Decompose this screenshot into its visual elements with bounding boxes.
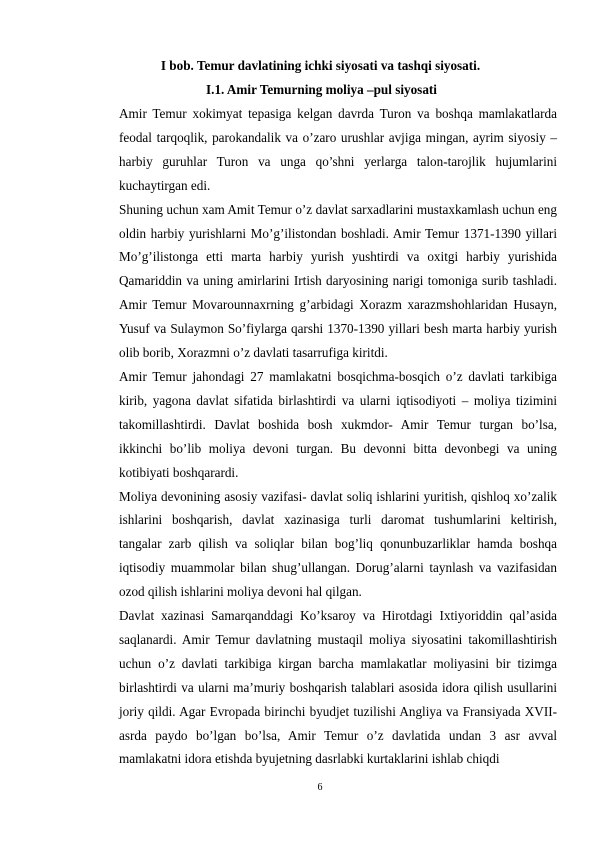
body-text	[119, 102, 557, 771]
chapter-title: I bob. Temur davlatining ichki siyosati va tashqi siyosati.	[160, 58, 481, 73]
section-title: I.1. Amir Temurning moliya –pul siyosati	[206, 82, 437, 97]
paragraph-1: Amir Temur xokimyat tepasiga kelgan davrda Turon va boshqa mamlakatlarda feodal tarqoqlik, parokandalik va o’zaro urushlar avjiga mingan, ayrim siyosiy –harbiy guruhlar Turon va unga qo’shni yerlarga talon-tarojlik hujumlarini kuchaytirgan edi.	[119, 106, 557, 193]
paragraph-3: Amir Temur jahondagi 27 mamlakatni bosqichma-bosqich o’z davlati tarkibiga kirib, yagona davlat sifatida birlashtirdi va ularni iqtisodiyoti – moliya tizimini takomillashtirdi. Davlat boshida bosh xukmdor- Amir Temur turgan bo’lsa, ikkinchi bo’lib moliya devoni turgan. Bu devonni bitta devonbegi va uning kotibiyati boshqarardi.	[119, 368, 557, 480]
paragraph-4: Moliya devonining asosiy vazifasi- davlat soliq ishlarini yuritish, qishloq xo’zalik ishlarini boshqarish, davlat xazinasiga turli daromat tushumlarini keltirish, tangalar zarb qilish va soliqlar bilan bog’liq qonunbuzarliklar hamda boshqa iqtisodiy muammolar bilan shug’ullangan. Dorug’alarni taynlash va vazifasidan ozod qilish ishlarini moliya devoni hal qilgan.	[119, 488, 557, 600]
page-number: 6	[317, 782, 323, 793]
paragraph-2: Shuning uchun xam Amit Temur o’z davlat sarxadlarini mustaxkamlash uchun eng oldin harbiy yurishlarni Mo’g’ilistondan boshladi. Amir Temur 1371-1390 yillari Mo’g’ilistonga etti marta harbiy yurish yushtirdi va oxitgi harbiy yurishida Qamariddin va uning amirlarini Irtish daryosining narigi tomoniga surib tashladi. Amir Temur Movarounnaxrning g’arbidagi Xorazm xarazmshohlaridan Husayn, Yusuf va Sulaymon So’fiylarga qarshi 1370-1390 yillari besh marta harbiy yurish olib borib, Xorazmni o’z davlati tasarrufiga kiritdi.	[119, 201, 557, 361]
paragraph-5: Davlat xazinasi Samarqanddagi Ko’ksaroy va Hirotdagi Ixtiyoriddin qal’asida saqlanardi. Amir Temur davlatning mustaqil moliya siyosatini takomillashtirish uchun o’z davlati tarkibiga kirgan barcha mamlakatlar moliyasini bir tizimga birlashtirdi va ularni ma’muriy boshqarish talablari asosida idora qilish usullarini joriy qildi. Agar Evropada birinchi byudjet tuzilishi Angliya va Fransiyada XVII-asrda paydo bo’lgan bo’lsa, Amir Temur o’z davlatida undan 3 asr avval mamlakatni idora etishda byujetning dasrlabki kurtaklarini ishlab chiqdi	[119, 608, 557, 767]
